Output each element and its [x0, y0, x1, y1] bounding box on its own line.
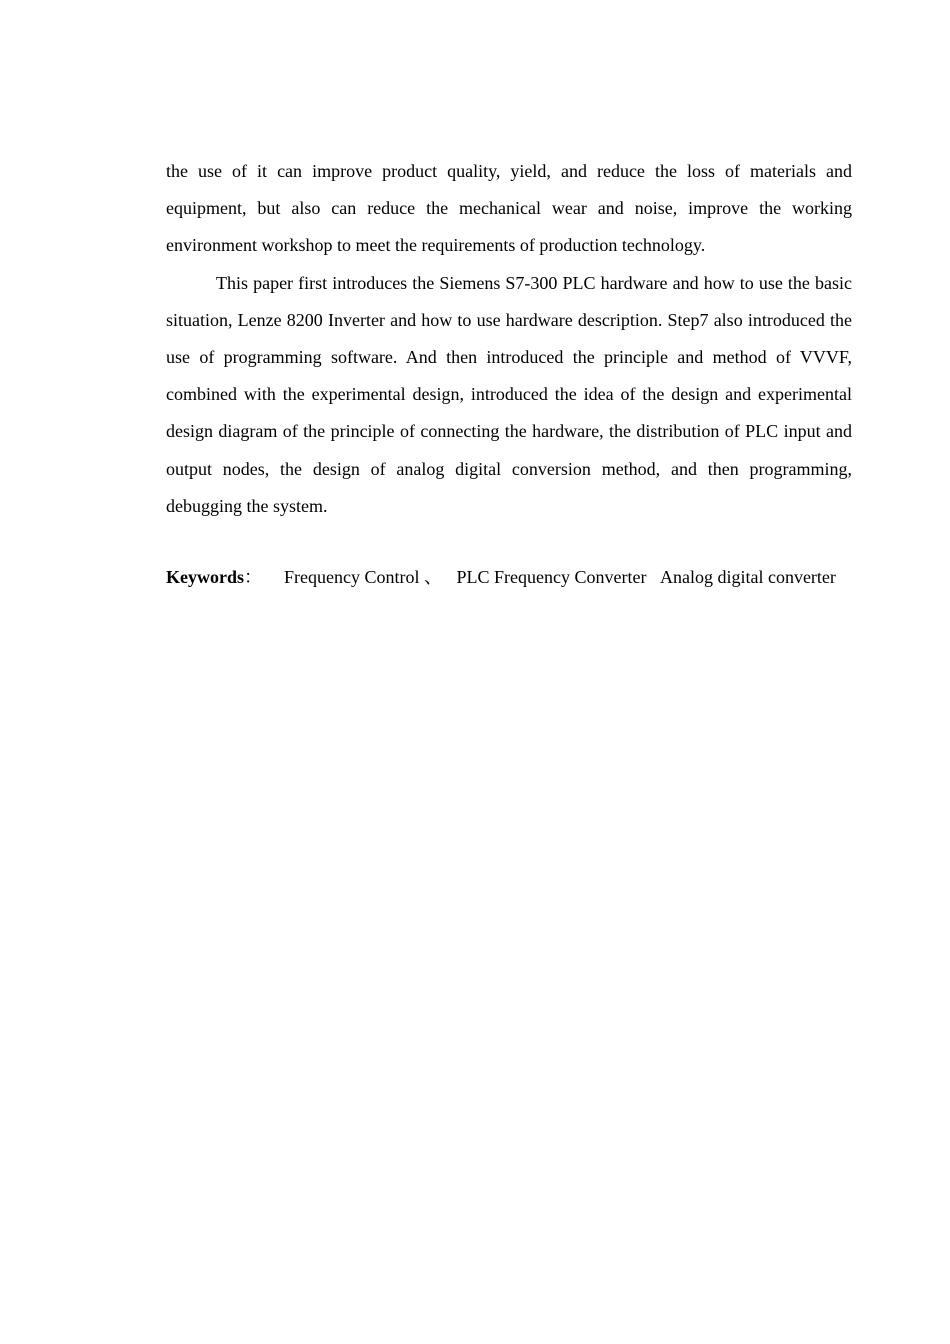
abstract-paragraph-2: This paper first introduces the Siemens S7-300 PLC hardware and how to use the basic situation, Lenze 8200 Inverter and how to use hardware description. Step7 also introduced the use of programming software. And then introduced the principle and method of VVVF, combined with the experimental design, introduced the idea of the design and experimental design diagram of the principle of connecting the hardware, the distribution of PLC input and output nodes, the design of analog digital conversion method, and then programming, debugging the system. [166, 272, 852, 516]
abstract-paragraph-1: the use of it can improve product quality, yield, and reduce the loss of materials and equipment, but also can reduce the mechanical wear and noise, improve the working environment workshop to meet the requirements of production technology. [166, 161, 852, 256]
keywords-label: Keywords [166, 567, 244, 588]
abstract-body [166, 153, 852, 596]
keywords-separator: ： [244, 567, 262, 588]
keyword-item: Frequency Control 、 [284, 567, 442, 588]
keyword-item: Analog digital converter [659, 567, 836, 588]
keyword-item: PLC Frequency Converter [456, 567, 647, 588]
keywords-line [166, 559, 852, 596]
